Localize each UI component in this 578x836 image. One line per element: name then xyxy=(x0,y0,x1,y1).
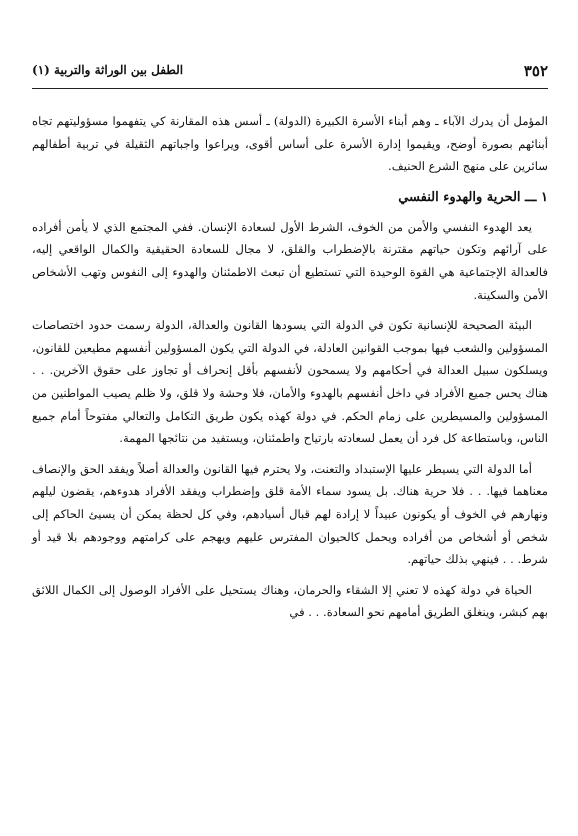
running-title: الطفل بين الوراثة والتربية (١) xyxy=(32,63,184,77)
paragraph-1: يعد الهدوء النفسي والأمن من الخوف، الشرط الأول لسعادة الإنسان. ففي المجتمع الذي لا يأمن أفراده على آرائهم وتكون حياتهم مقترنة بالإضطراب والقلق، لا مجال للسعادة الحقيقية والكمال الواقعي إليه، فالعدالة الإجتماعية هي القوة الوحيدة التي تستطيع أن تبعث الاطمئنان والهدوء إلى النفوس وتهب الأشخاص الأمن والسكينة. xyxy=(32,219,548,302)
page-body xyxy=(32,110,548,632)
paragraph-4: الحياة في دولة كهذه لا تعني إلا الشقاء والحرمان، وهناك يستحيل على الأفراد الوصول إلى الكمال اللائق بهم كبشر، وينغلق الطريق أمامهم نحو السعادة. . . في xyxy=(32,582,548,620)
paragraph-3: أما الدولة التي يسيطر عليها الإستبداد والتعنت، ولا يحترم فيها القانون والعدالة أصلاً ويفقد الحق والإنصاف معناهما فيها. . . فلا حرية هناك. بل يسود سماء الأمة قلق وإضطراب ويفقد الأفراد هدوءهم، يقضون ليلهم ونهارهم في الخوف أو يكونون عبيداً لا إرادة لهم قبال أسيادهم، وفي كل لحظة يمكن أن يسيئ الحاكم إلى شخص أو أشخاص من أفراده ويحمل كالحيوان المفترس عليهم ويهجم على كرامتهم ووجودهم بلا قيد أو شرط. . . فينهي بذلك حياتهم. xyxy=(32,461,548,567)
intro-paragraph: المؤمل أن يدرك الآباء ـ وهم أبناء الأسرة الكبيرة (الدولة) ـ أسس هذه المقارنة كي يتفهموا مسؤوليتهم تجاه أبنائهم بصورة أوضح، ويقيموا إدارة الأسرة على أساس أقوى، ويراعوا واجباتهم الثقيلة في تربية أطفالهم سائرين على منهج الشرع الحنيف. xyxy=(32,114,548,174)
page-number: ٣٥٢ xyxy=(523,62,548,80)
section-heading: ١ ـــ الحرية والهدوء النفسي xyxy=(398,189,548,205)
paragraph-2: البيئة الصحيحة للإنسانية تكون في الدولة التي يسودها القانون والعدالة، الدولة رسمت حدود اختصاصات المسؤولين والشعب فيها بموجب القوانين العادلة، في الدولة التي يكون المسؤولين أنفسهم مطيعين للقانون، ويسلكون سبيل العدالة في أحكامهم ولا يسمحون لأنفسهم بأقل إنحراف أو تجاوز على حقوق الآخرين. . . هناك يحس جميع الأفراد في داخل أنفسهم بالهدوء والأمان، فلا وحشة ولا قلق، ولا ظلم يصيب المواطنين من المسؤولين والمسيطرين على زمام الحكم. في دولة كهذه يكون طريق التكامل والتعالي مفتوحاً أمام جميع الناس، وباستطاعة كل فرد أن يعمل لسعادته بارتياح واطمئنان، ويستفيد من نتائجها المهمة. xyxy=(32,318,548,446)
page-header xyxy=(32,62,548,89)
